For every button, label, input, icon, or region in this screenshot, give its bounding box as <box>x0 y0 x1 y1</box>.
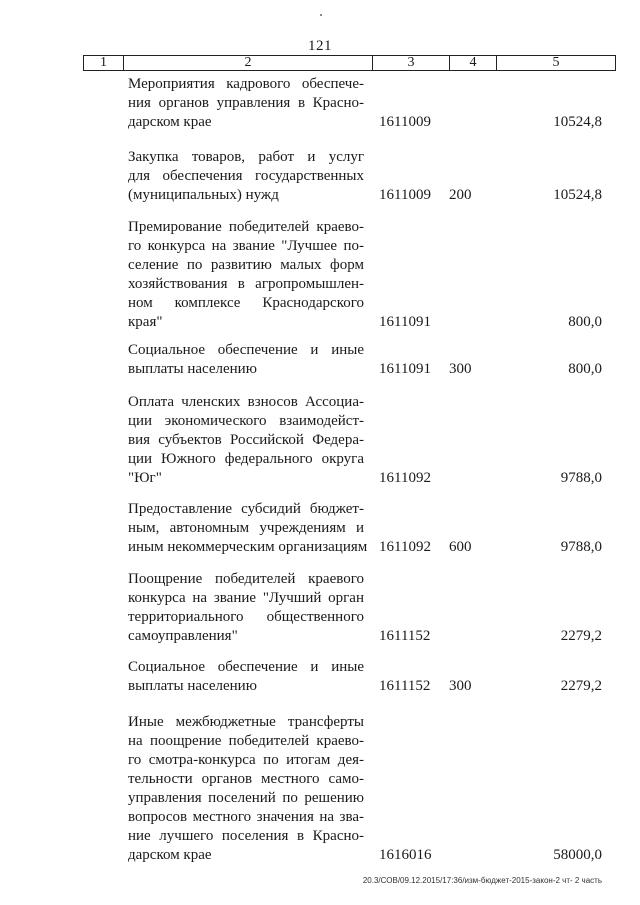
row-code: 1611092 <box>379 470 431 486</box>
description-line: территориального общественного <box>128 609 364 625</box>
column-header-1: 1 <box>84 56 124 70</box>
document-footer: 20.3/СОВ/09.12.2015/17:36/изм-бюджет-2015-закон-2 чт- 2 часть <box>362 876 602 885</box>
description-line: самоуправления" <box>128 628 238 644</box>
row-description <box>128 148 364 205</box>
description-line: дарском крае <box>128 847 212 863</box>
scan-mark <box>320 14 322 16</box>
description-line: ции экономического взаимодейст- <box>128 413 364 429</box>
column-header-4: 4 <box>450 56 497 70</box>
column-header-3: 3 <box>373 56 450 70</box>
page-number: 121 <box>308 38 332 54</box>
description-line: ным, автономным учреждениям и <box>128 520 364 536</box>
column-header-row <box>83 55 616 71</box>
row-amount: 800,0 <box>568 361 602 377</box>
description-line: иным некоммерческим организациям <box>128 539 368 555</box>
row-amount: 2279,2 <box>560 628 602 644</box>
description-line: вопросов местного значения на зва- <box>128 809 364 825</box>
row-code: 1611092 <box>379 539 431 555</box>
row-description <box>128 75 364 132</box>
description-line: Поощрение победителей краевого <box>128 571 364 587</box>
description-line: ние лучшего поселения в Красно- <box>128 828 364 844</box>
row-description <box>128 570 364 646</box>
description-line: Премирование победителей краево- <box>128 219 364 235</box>
description-line: Закупка товаров, работ и услуг <box>128 149 364 165</box>
row-description <box>128 658 364 696</box>
row-description <box>128 341 364 379</box>
row-expense-type: 300 <box>449 678 472 694</box>
description-line: для обеспечения государственных <box>128 168 364 184</box>
description-line: края" <box>128 314 163 330</box>
description-line: Иные межбюджетные трансферты <box>128 714 364 730</box>
description-line: выплаты населению <box>128 361 257 377</box>
row-amount: 2279,2 <box>560 678 602 694</box>
column-header-5: 5 <box>552 55 560 70</box>
description-line: Предоставление субсидий бюджет- <box>128 501 364 517</box>
row-description <box>128 500 368 557</box>
row-code: 1611152 <box>379 628 431 644</box>
row-amount: 10524,8 <box>553 114 602 130</box>
description-line: на поощрение победителей краево- <box>128 733 364 749</box>
description-line: дарском крае <box>128 114 212 130</box>
description-line: ном комплексе Краснодарского <box>128 295 364 311</box>
row-amount: 800,0 <box>568 314 602 330</box>
description-line: ции Южного федерального округа <box>128 451 364 467</box>
description-line: "Юг" <box>128 470 162 486</box>
description-line: селение по развитию малых форм <box>128 257 364 273</box>
row-code: 1611009 <box>379 114 431 130</box>
row-code: 1611009 <box>379 187 431 203</box>
row-amount: 9788,0 <box>560 539 602 555</box>
description-line: конкурса на звание "Лучший орган <box>128 590 364 606</box>
description-line: ния органов управления в Красно- <box>128 95 364 111</box>
description-line: тельности органов местного само- <box>128 771 364 787</box>
description-line: го смотра-конкурса по итогам дея- <box>128 752 364 768</box>
description-line: управления поселений по решению <box>128 790 364 806</box>
row-code: 1616016 <box>379 847 432 863</box>
description-line: хозяйствования в агропромышлен- <box>128 276 364 292</box>
row-amount: 58000,0 <box>553 847 602 863</box>
row-description <box>128 218 364 332</box>
description-line: Социальное обеспечение и иные <box>128 659 364 675</box>
row-amount: 10524,8 <box>553 187 602 203</box>
description-line: Социальное обеспечение и иные <box>128 342 364 358</box>
description-line: го конкурса на звание "Лучшее по- <box>128 238 364 254</box>
row-description <box>128 713 364 865</box>
description-line: вия субъектов Российской Федера- <box>128 432 364 448</box>
description-line: (муниципальных) нужд <box>128 187 279 203</box>
row-expense-type: 200 <box>449 187 472 203</box>
row-code: 1611152 <box>379 678 431 694</box>
description-line: выплаты населению <box>128 678 257 694</box>
column-header-2: 2 <box>124 56 373 70</box>
row-code: 1611091 <box>379 314 431 330</box>
row-code: 1611091 <box>379 361 431 377</box>
row-description <box>128 393 364 488</box>
row-amount: 9788,0 <box>560 470 602 486</box>
row-expense-type: 300 <box>449 361 472 377</box>
description-line: Мероприятия кадрового обеспече- <box>128 76 364 92</box>
description-line: Оплата членских взносов Ассоциа- <box>128 394 364 410</box>
row-expense-type: 600 <box>449 539 472 555</box>
